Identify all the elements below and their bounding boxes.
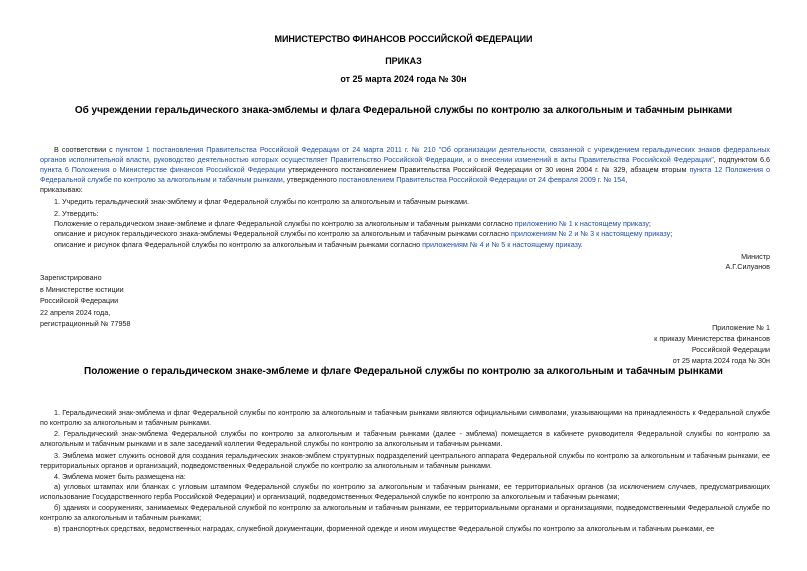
registration-line: в Министерстве юстиции: [40, 284, 124, 294]
link-appendix-2-3[interactable]: приложениям № 2 и № 3 к настоящему приказу: [510, 229, 671, 238]
order-item-2b: [40, 229, 770, 239]
order-item-2: 2. Утвердить:: [54, 209, 99, 218]
link-service-regulation[interactable]: пункта 12 Положения о Федеральной службе по контролю за алкогольным и табачным рынками: [40, 165, 771, 184]
body-paragraph-4c: в) транспортных средствах, ведомственных наградах, служебной документации, форменной одежде и ином имуществе Федеральной службы по контролю за алкогольным и табачным рынками, ее: [54, 524, 715, 533]
appendix-line: к приказу Министерства финансов: [654, 334, 770, 343]
preamble-text-b: , подпунктом 6.6: [713, 155, 770, 164]
appendix-title: Положение о геральдическом знаке-эмблеме и флаге Федеральной службы по контролю за алкогольным и табачным рынками: [84, 366, 723, 377]
item-2b-end: ;: [670, 229, 673, 238]
link-ministry-regulation[interactable]: пункта 6 Положения о Министерстве финансов Российской Федерации: [40, 165, 286, 174]
body-paragraph-4b: б) зданиях и сооружениях, занимаемых Федеральной службой по контролю за алкогольным и табачным рынками, ее территориальными органами и организациями, подведомственными Федеральной службе по контролю за алкогольным и табачным рынками;: [40, 503, 770, 522]
registration-block: [40, 272, 130, 330]
appendix-line: Приложение № 1: [712, 323, 770, 332]
body-paragraph-4a: а) угловых штампах или бланках с угловым штампом Федеральной службы по контролю за алкогольным и табачным рынками, ее территориальных органов (за исключением случаев, предусматривающих использование Государственного герба Российской Федерации) и организаций, подведомственных Федеральной службе по контролю за алкогольным и табачным рынками;: [40, 482, 770, 501]
document-type: ПРИКАЗ: [385, 56, 422, 66]
item-2a-end: ;: [648, 219, 651, 228]
document-date-number: от 25 марта 2024 года № 30н: [340, 74, 467, 84]
document-title: Об учреждении геральдического знака-эмблемы и флага Федеральной службы по контролю за алкогольным и табачным рынками: [74, 105, 733, 116]
order-item-1: 1. Учредить геральдический знак-эмблему и флаг Федеральной службы по контролю за алкогольным и табачным рынками.: [54, 197, 470, 206]
preamble-text-d: , утвержденного: [282, 175, 339, 184]
order-word: приказываю:: [40, 185, 83, 194]
link-appendix-1[interactable]: приложению № 1 к настоящему приказу: [514, 219, 649, 228]
signature-name: А.Г.Силуанов: [725, 262, 770, 271]
preamble-paragraph: [40, 145, 770, 185]
ministry-heading: МИНИСТЕРСТВО ФИНАНСОВ РОССИЙСКОЙ ФЕДЕРАЦИИ: [274, 34, 533, 44]
order-item-2a: [40, 219, 770, 229]
registration-line: регистрационный № 77958: [40, 319, 131, 328]
item-2b-text: описание и рисунок геральдического знака-эмблемы Федеральной службы по контролю за алкогольным и табачным рынками согласно: [54, 229, 511, 238]
item-2a-text: Положение о геральдическом знаке-эмблеме и флаге Федеральной службы по контролю за алкогольным и табачным рынками согласно: [54, 219, 515, 228]
link-government-decree-154[interactable]: постановлением Правительства Российской Федерации от 24 февраля 2009 г. № 154: [338, 175, 626, 184]
item-2c-end: .: [580, 240, 583, 249]
body-paragraph-4: 4. Эмблема может быть размещена на:: [54, 472, 186, 481]
link-government-decree-210[interactable]: пунктом 1 постановления Правительства Российской Федерации от 24 марта 2011 г. № 210 "Об организации деятельности, связанной с учреждением геральдических знаков федеральных органов исполнительной власти, руководство деятельностью которых осуществляет Правительство Российской Федерации, и о внесении изменений в акты Правительства Российской Федерации": [40, 145, 770, 164]
signature-role: Министр: [741, 252, 770, 261]
preamble-text-c: утвержденного постановлением Правительства Российской Федерации от 30 июня 2004 г. № 329, абзацем вторым: [285, 165, 690, 174]
registration-line: Зарегистрировано: [40, 273, 102, 282]
body-paragraph-3: 3. Эмблема может служить основой для создания геральдических знаков-эмблем структурных подразделений центрального аппарата Федеральной службы по контролю за алкогольным и табачным рынками, ее территориальных органов и организаций, подведомственных Федеральной службе по контролю за алкогольным и табачным рынками.: [40, 451, 770, 470]
appendix-line: от 25 марта 2024 года № 30н: [672, 356, 770, 365]
body-paragraph-2: 2. Геральдический знак-эмблема Федеральной службы по контролю за алкогольным и табачным рынками (далее - эмблема) помещается в кабинете руководителя Федеральной службы по контролю за алкогольным и табачным рынками и в зале заседаний коллегии Федеральной службы по контролю за алкогольным и табачным рынками.: [40, 429, 770, 448]
appendix-line: Российской Федерации: [691, 345, 770, 354]
preamble-text-a: В соответствии с: [54, 145, 116, 154]
link-appendix-4-5[interactable]: приложениям № 4 и № 5 к настоящему приказу: [422, 240, 581, 249]
item-2c-text: описание и рисунок флага Федеральной службы по контролю за алкогольным и табачным рынками согласно: [54, 240, 423, 249]
appendix-header: [654, 322, 770, 366]
order-item-2c: [40, 240, 770, 250]
registration-line: Российской Федерации: [40, 296, 119, 305]
registration-line: 22 апреля 2024 года,: [40, 307, 111, 317]
preamble-text-e: ,: [625, 175, 628, 184]
body-paragraph-1: 1. Геральдический знак-эмблема и флаг Федеральной службы по контролю за алкогольным и табачным рынками являются официальными символами, указывающими на принадлежность к Федеральной службе по контролю за алкогольным и табачным рынками.: [40, 408, 770, 427]
